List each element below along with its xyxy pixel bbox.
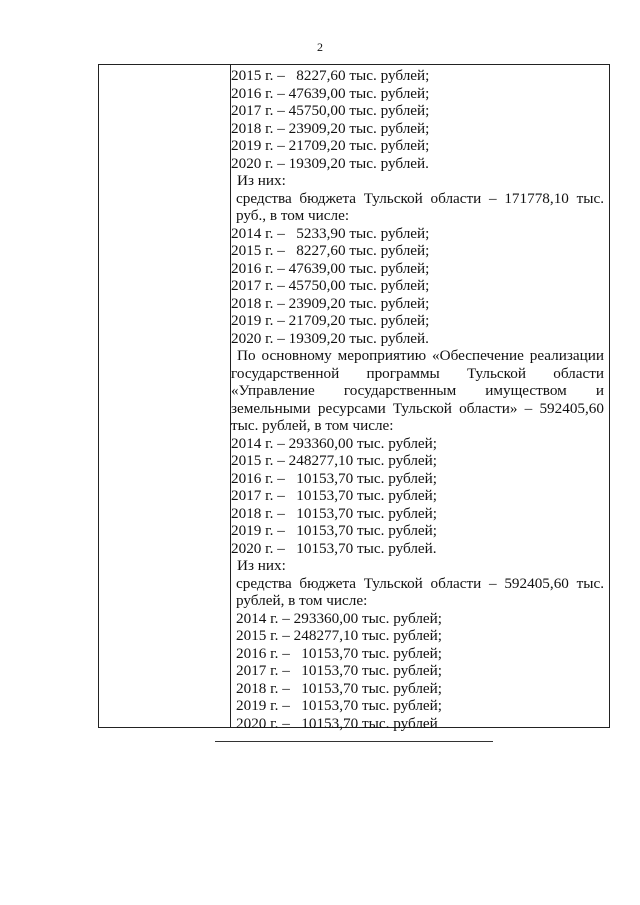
text-line: тыс. рублей, в том числе: xyxy=(231,417,394,434)
text-line: 2019 г. – 10153,70 тыс. рублей; xyxy=(231,522,437,539)
budget-table xyxy=(98,64,610,732)
text-line: По основному мероприятию «Обеспечение реализации xyxy=(237,347,604,364)
text-line: 2020 г. – 19309,20 тыс. рублей. xyxy=(231,154,429,172)
text-line: 2016 г. – 10153,70 тыс. рублей; xyxy=(231,469,437,487)
text-line: 2017 г. – 45750,00 тыс. рублей; xyxy=(231,102,430,119)
text-line: 2019 г. – 10153,70 тыс. рублей; xyxy=(236,697,442,714)
text-line: государственной программы Тульской области xyxy=(231,364,604,382)
text-line: 2014 г. – 293360,00 тыс. рублей; xyxy=(231,434,437,452)
text-line: рублей, в том числе: xyxy=(236,592,368,609)
text-line: 2020 г. – 10153,70 тыс. рублей. xyxy=(231,539,437,557)
text-line: средства бюджета Тульской области – 592405,60 тыс. xyxy=(236,574,604,592)
text-line: «Управление государственным имуществом и xyxy=(231,382,604,399)
text-line: 2015 г. – 248277,10 тыс. рублей; xyxy=(236,627,442,644)
text-line: 2020 г. – 10153,70 тыс. рублей xyxy=(236,714,438,732)
text-line: 2018 г. – 23909,20 тыс. рублей; xyxy=(231,294,430,312)
text-line: 2014 г. – 293360,00 тыс. рублей; xyxy=(236,609,442,627)
table-left-cell xyxy=(99,65,231,727)
text-line: 2018 г. – 10153,70 тыс. рублей; xyxy=(236,679,442,697)
text-line: средства бюджета Тульской области – 171778,10 тыс. xyxy=(236,189,604,207)
text-line: руб., в том числе: xyxy=(236,207,350,224)
text-line: земельными ресурсами Тульской области» – 592405,60 xyxy=(231,399,604,417)
table-right-cell xyxy=(231,67,604,732)
text-line: 2016 г. – 47639,00 тыс. рублей; xyxy=(231,259,430,277)
text-line: 2019 г. – 21709,20 тыс. рублей; xyxy=(231,137,430,154)
text-line: Из них: xyxy=(237,172,286,189)
text-line: 2016 г. – 10153,70 тыс. рублей; xyxy=(236,644,442,662)
text-line: 2015 г. – 8227,60 тыс. рублей; xyxy=(231,242,430,259)
text-line: 2018 г. – 23909,20 тыс. рублей; xyxy=(231,119,430,137)
text-line: 2016 г. – 47639,00 тыс. рублей; xyxy=(231,84,430,102)
text-line: 2015 г. – 248277,10 тыс. рублей; xyxy=(231,452,437,469)
text-line: 2017 г. – 10153,70 тыс. рублей; xyxy=(236,662,442,679)
text-line: 2019 г. – 21709,20 тыс. рублей; xyxy=(231,312,430,329)
text-line: 2020 г. – 19309,20 тыс. рублей. xyxy=(231,329,429,347)
text-line: 2018 г. – 10153,70 тыс. рублей; xyxy=(231,504,437,522)
text-line: 2017 г. – 10153,70 тыс. рублей; xyxy=(231,487,437,504)
text-line: 2015 г. – 8227,60 тыс. рублей; xyxy=(231,67,430,84)
text-line: 2017 г. – 45750,00 тыс. рублей; xyxy=(231,277,430,294)
text-line: Из них: xyxy=(237,557,286,574)
text-line: 2014 г. – 5233,90 тыс. рублей; xyxy=(231,224,430,242)
page-number: 2 xyxy=(317,40,323,54)
end-of-document-rule xyxy=(215,741,493,742)
